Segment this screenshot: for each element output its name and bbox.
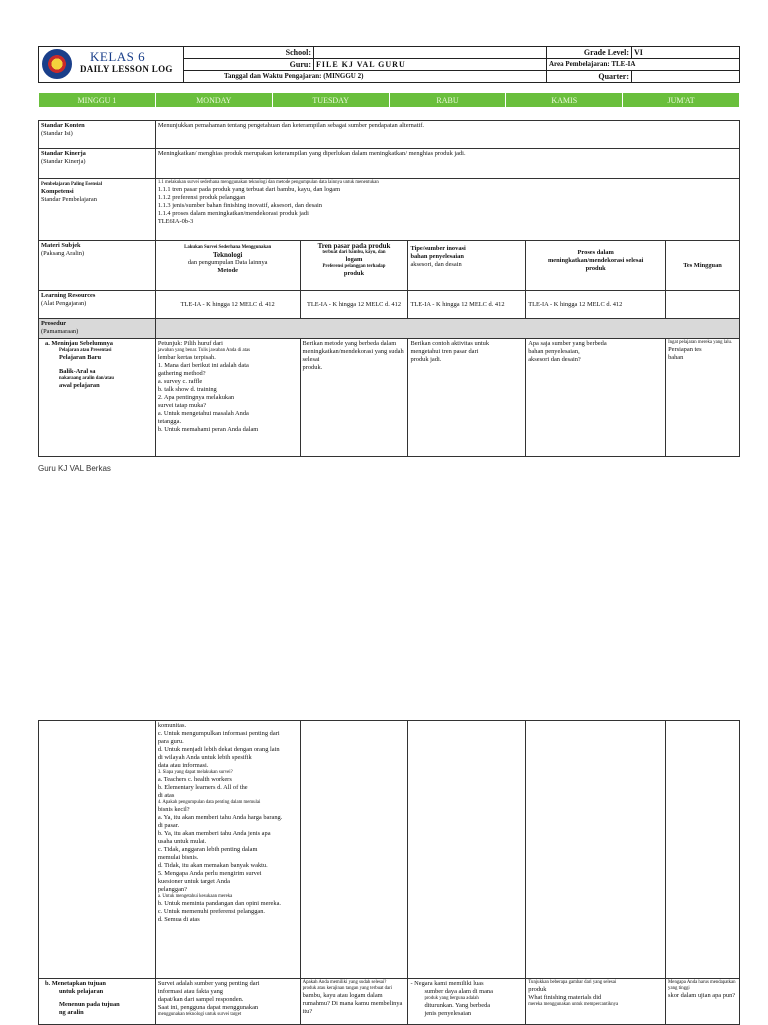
a-mon-2: lembar kertas terpisah.	[157, 354, 216, 361]
a-tue-1: meningkatkan/mendekorasi yang sudah selesai	[302, 348, 404, 363]
materi-mon-1: Lakukan Survei Sederhana Menggunakan	[184, 245, 272, 250]
row-prosedur	[39, 319, 740, 339]
prosedur-sub: (Pamamaraan)	[41, 328, 79, 335]
grade-label: Grade Level:	[547, 47, 632, 59]
p2-mon-11: bisnis kecil?	[157, 806, 190, 813]
day-rabu: RABU	[389, 93, 506, 108]
standar-kinerja-text: Meningkatkan/ menghias produk merupakan keterampilan yang diperlukan dalam meningkatkan/ menghias produk jadi.	[155, 149, 739, 179]
b-mon-2: dapat/kan dari sampel responden.	[157, 996, 244, 1003]
a-label-3: Pelajaran Baru	[59, 354, 102, 361]
kompetensi-line-1: 1.1.1 tren pasar pada produk yang terbuat dari bambu, kayu, dan logam	[157, 186, 341, 193]
p2-mon-20: kuesioner untuk target Anda	[157, 878, 230, 885]
area-label: Area Pembelajaran: TLE-IA	[547, 59, 740, 71]
lesson-table-page-2	[38, 720, 740, 1025]
a-label-2: Pelajaran atau Presentasi	[59, 348, 112, 353]
quarter-label: Quarter:	[547, 71, 632, 83]
kompetensi-line-3: 1.1.3 jenis/sumber bahan finishing inovatif, aksesori, dan desain	[157, 202, 322, 209]
b-rabu-1: sumber daya alam di mana	[424, 988, 493, 995]
b-label-4: ng aralin	[59, 1009, 84, 1016]
p2-mon-4: di wilayah Anda untuk lebih spesifik	[157, 754, 252, 761]
a-label-6: awal pelajaran	[59, 382, 100, 389]
resources-tue: TLE-IA - K hingga 12 MELC d. 412	[300, 291, 408, 319]
lesson-table	[38, 120, 740, 457]
resources-label: Learning Resources	[41, 292, 96, 299]
guru-value[interactable]: FILE KJ VAL GURU	[314, 59, 547, 71]
p2-mon-0: komunitas.	[157, 722, 187, 729]
row-standar-kinerja	[39, 149, 740, 179]
day-monday: MONDAY	[155, 93, 272, 108]
a-mon-9: a. Untuk mengetahui masalah Anda	[157, 410, 249, 417]
materi-mon-2: Teknologi	[213, 251, 243, 259]
p2-mon-10: 4. Apakah pengumpulan data penting dalam memulai	[157, 800, 261, 805]
logo-cell	[39, 47, 184, 83]
materi-kamis-1: Proses dalam	[577, 249, 614, 256]
b-jumat-1: skor dalam ujian apa pun?	[668, 992, 736, 999]
resources-sub: (Alat Pengajaran)	[41, 300, 87, 307]
kompetensi-line-4: 1.1.4 proses dalam meningkatkan/mendekorasi produk jadi	[157, 210, 309, 217]
materi-tue-5: produk	[343, 270, 365, 277]
a-mon-6: b. talk show d. training	[157, 386, 217, 393]
grade-value[interactable]: VI	[632, 47, 740, 59]
a-rabu-1: mengetahui tren pasar dari	[410, 348, 479, 355]
a-mon-5: a. survey c. raffle	[157, 378, 203, 385]
b-label-3: Menenun pada tujuan	[59, 1001, 120, 1008]
a-jumat-1: Persiapan tes	[668, 346, 702, 353]
p2-mon-15: usaha untuk mulai.	[157, 838, 207, 845]
header-table	[38, 46, 740, 83]
standar-kinerja-sub: (Standar Kinerja)	[41, 158, 86, 165]
b-tue-2: bambu, kayu atau logam dalam	[302, 992, 383, 999]
a-mon-4: gathering method?	[157, 370, 206, 377]
materi-tue-1: Tren pasar pada produk	[317, 242, 391, 250]
materi-kamis-3: produk	[585, 265, 606, 272]
b-rabu-0: - Negara kami memiliki luas	[410, 980, 484, 987]
footer-text: Guru KJ VAL Berkas	[38, 464, 111, 473]
a-mon-7: 2. Apa pentingnya melakukan	[157, 394, 235, 401]
b-tue-4: itu?	[302, 1008, 313, 1015]
row-b	[39, 979, 740, 1025]
p2-mon-6: 3. Siapa yang dapat melakukan survei?	[157, 770, 233, 775]
school-value[interactable]	[314, 47, 547, 59]
b-mon-4: menggunakan teknologi untuk survei target	[157, 1012, 242, 1017]
p2-mon-1: c. Untuk mengumpulkan informasi penting dari	[157, 730, 280, 737]
p2-mon-19: 5. Mengapa Anda perlu mengirim survei	[157, 870, 262, 877]
row-kompetensi	[39, 179, 740, 241]
row-a-continued	[39, 721, 740, 979]
a-mon-11: b. Untuk memahami peran Anda dalam	[157, 426, 259, 433]
materi-tue-3: logam	[345, 256, 363, 263]
a-label-1: a. Meninjau Sebelumnya	[45, 340, 113, 347]
standar-konten-label: Standar Konten	[41, 122, 85, 129]
a-mon-1: jawaban yang benar. Tulis jawaban Anda di atas	[157, 348, 250, 353]
a-jumat-0: Ingat pelajaran mereka yang lalu.	[668, 340, 733, 345]
days-bar	[38, 92, 740, 108]
tanggal-label: Tanggal dan Waktu Pengajaran: (MINGGU 2)	[184, 71, 547, 83]
day-tuesday: TUESDAY	[272, 93, 389, 108]
p2-mon-2: para guru.	[157, 738, 184, 745]
resources-rabu: TLE-IA - K hingga 12 MELC d. 412	[408, 291, 526, 319]
b-kamis-3: What finishing materials did	[528, 994, 602, 1001]
materi-tue-2: terbuat dari bambu, kayu, dan	[322, 250, 386, 255]
p2-mon-24: c. Untuk memenuhi preferensi pelanggan.	[157, 908, 266, 915]
b-label-1: b. Menetapkan tujuan	[45, 980, 106, 987]
day-jumat: JUM'AT	[623, 93, 740, 108]
b-mon-0: Survei adalah sumber yang penting dari	[157, 980, 260, 987]
a-kamis-1: bahan penyelesaian,	[528, 348, 580, 355]
school-label: School:	[184, 47, 314, 59]
p2-mon-16: c. Tidak, anggaran lebih penting dalam	[157, 846, 258, 853]
prosedur-label: Prosedur	[41, 320, 67, 327]
a-rabu-2: produk jadi.	[410, 356, 442, 363]
b-kamis-1: produk	[528, 986, 547, 993]
a-mon-3: 1. Mana dari berikut ini adalah data	[157, 362, 249, 369]
p2-mon-9: di atas	[157, 792, 175, 799]
materi-mon-3: dan pengumpulan Data lainnya	[187, 259, 268, 266]
dll-title: DAILY LESSON LOG	[80, 64, 173, 74]
kompetensi-label-3: Standar Pembelajaran	[41, 196, 97, 203]
materi-rabu-1: Tipe/sumber inovasi	[410, 245, 466, 252]
materi-mon-4: Metode	[217, 267, 238, 274]
kompetensi-line-0: 1.1 melakukan survei sederhana menggunakan teknologi dan metode pengumpulan data lainnya untuk menentukan	[157, 180, 379, 185]
resources-kamis: TLE-IA - K hingga 12 MELC d. 412	[526, 291, 666, 319]
materi-jumat: Tes Mingguan	[666, 241, 740, 291]
b-tue-3: rumahmu? Di mana kamu membelinya	[302, 1000, 403, 1007]
p2-mon-22: a. Untuk mengetahui kesukaan mereka	[157, 894, 233, 899]
a-mon-0: Petunjuk: Pilih huruf dari	[157, 340, 223, 347]
day-kamis: KAMIS	[506, 93, 623, 108]
a-kamis-0: Apa saja sumber yang berbeda	[528, 340, 607, 347]
p2-mon-23: b. Untuk meminta pandangan dan opini mereka.	[157, 900, 282, 907]
p2-mon-14: b. Ya, itu akan memberi tahu Anda jenis apa	[157, 830, 271, 837]
materi-tue-4: Preferensi pelanggan terhadap	[322, 264, 386, 269]
materi-sub: (Paksang Aralin)	[41, 250, 85, 257]
standar-konten-sub: (Standar Isi)	[41, 130, 73, 137]
a-label-4: Balik-Aral sa	[59, 368, 96, 375]
materi-rabu-3: aksesori, dan desain	[410, 261, 462, 268]
quarter-value[interactable]	[632, 71, 740, 83]
row-standar-konten	[39, 121, 740, 149]
standar-konten-text: Menunjukkan pemahaman tentang pengetahuan dan keterampilan sebagai sumber pendapatan alternatif.	[155, 121, 739, 149]
p2-mon-8: b. Elementary learners d. All of the	[157, 784, 248, 791]
kompetensi-label-1: Pembelajaran Paling Esensial	[41, 182, 103, 187]
b-mon-3: Saat ini, pengguna dapat menggunakan	[157, 1004, 259, 1011]
row-materi	[39, 241, 740, 291]
b-label-2: untuk pelajaran	[59, 988, 104, 995]
a-tue-2: produk.	[302, 364, 323, 371]
a-rabu-0: Berikan contoh aktivitas untuk	[410, 340, 490, 347]
kelas-title: KELAS 6	[90, 49, 146, 64]
b-jumat-0: Mengapa Anda harus mendapatkan yang tinggi	[668, 980, 736, 991]
day-minggu: MINGGU 1	[39, 93, 156, 108]
p2-mon-13: di pasar.	[157, 822, 180, 829]
a-mon-10: tetangga.	[157, 418, 182, 425]
a-mon-8: survei tatap muka?	[157, 402, 207, 409]
b-kamis-4: mereka menggunakan untuk mempercantiknya	[528, 1002, 619, 1007]
b-tue-0: Apakah Anda memiliki yang sudah selesai?	[302, 980, 387, 985]
p2-mon-25: d. Semua di atas	[157, 916, 200, 923]
kompetensi-label-2: Kompetensi	[41, 188, 74, 195]
p2-mon-3: d. Untuk menjadi lebih dekat dengan orang lain	[157, 746, 280, 753]
p2-mon-17: memulai bisnis.	[157, 854, 199, 861]
p2-mon-18: d. Tidak, itu akan memakan banyak waktu.	[157, 862, 268, 869]
a-jumat-2: bahan	[668, 354, 684, 361]
b-kamis-0: Tunjukkan beberapa gambar dari yang selesai	[528, 980, 617, 985]
resources-mon: TLE-IA - K hingga 12 MELC d. 412	[155, 291, 300, 319]
materi-label: Materi Subjek	[41, 242, 81, 249]
p2-mon-12: a. Ya, itu akan memberi tahu Anda harga barang.	[157, 814, 283, 821]
resources-jumat	[666, 291, 740, 319]
p2-mon-7: a. Teachers c. health workers	[157, 776, 232, 783]
a-tue-0: Berikan metode yang berbeda dalam	[302, 340, 397, 347]
materi-kamis-2: meningkatkan/mendekorasi selesai	[547, 257, 644, 264]
p2-mon-5: data atau informasi.	[157, 762, 209, 769]
row-a	[39, 339, 740, 457]
guru-label: Guru:	[184, 59, 314, 71]
kompetensi-line-5: TLE6IA-0b-3	[157, 218, 194, 225]
b-rabu-3: diturunkan. Yang berbeda	[424, 1002, 491, 1009]
kompetensi-line-2: 1.1.2 preferensi produk pelanggan	[157, 194, 246, 201]
row-resources	[39, 291, 740, 319]
p2-mon-21: pelanggan?	[157, 886, 187, 893]
b-mon-1: informasi atau fakta yang	[157, 988, 223, 995]
b-rabu-2: produk yang berguna adalah	[424, 996, 479, 1001]
materi-rabu-2: bahan penyelesaian	[410, 253, 464, 260]
b-rabu-4: jenis penyelesaian	[424, 1010, 472, 1017]
standar-kinerja-label: Standar Kinerja	[41, 150, 86, 157]
a-kamis-2: aksesori dan desain?	[528, 356, 581, 363]
b-tue-1: produk atau kerajinan tangan yang terbuat dari	[302, 986, 393, 991]
a-label-5: nakaraang aralin dan/atau	[59, 376, 114, 381]
